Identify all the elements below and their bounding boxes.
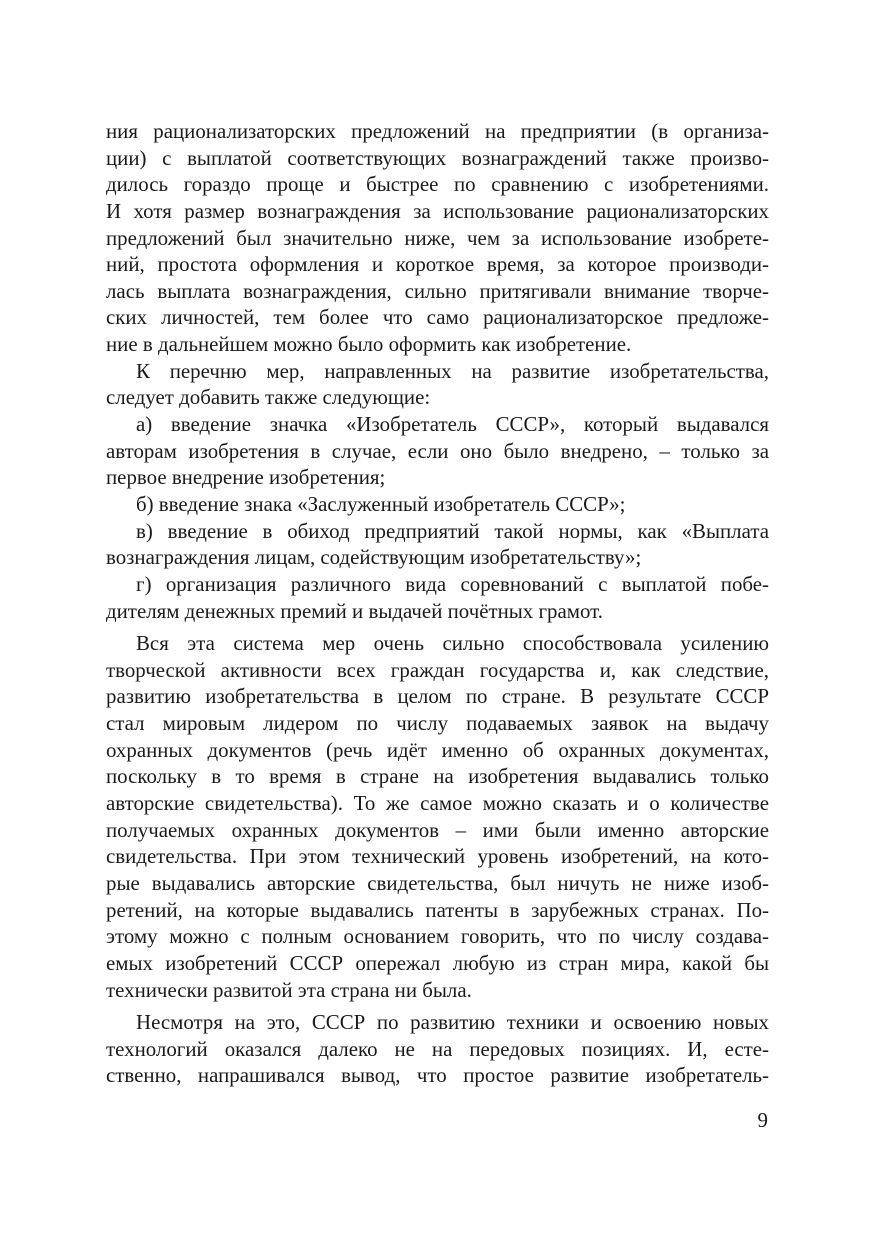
text-line: этому можно с полным основанием говорить, что по числу создава- <box>106 924 769 949</box>
paragraph <box>106 1009 769 1089</box>
text-line: дителям денежных премий и выдачей почётных грамот. <box>106 598 603 623</box>
text-line: И хотя размер вознаграждения за использование рационализаторских <box>106 198 769 223</box>
text-line: ретений, на которые выдавались патенты в зарубежных странах. По- <box>106 897 769 922</box>
text-line: авторские свидетельства). То же самое можно сказать и о количестве <box>106 791 769 816</box>
text-line: ний, простота оформления и короткое время, за которое производи- <box>106 252 769 277</box>
text-line: рые выдавались авторские свидетельства, был ничуть не ниже изоб- <box>106 870 769 895</box>
text-line: а) введение значка «Изобретатель СССР», который выдавался <box>136 412 769 437</box>
text-line: ственно, напрашивался вывод, что простое развитие изобретатель- <box>106 1063 769 1088</box>
text-line: ние в дальнейшем можно было оформить как изобретение. <box>106 332 632 357</box>
text-line: б) введение знака «Заслуженный изобретатель СССР»; <box>136 491 626 516</box>
text-line: дилось гораздо проще и быстрее по сравнению с изобретениями. <box>106 172 769 197</box>
text-line: емых изобретений СССР опережал любую из стран мира, какой бы <box>106 950 769 975</box>
text-line: в) введение в обиход предприятий такой нормы, как «Выплата <box>136 518 769 543</box>
text-line: предложений был значительно ниже, чем за использование изобрете- <box>106 225 769 250</box>
text-line: технологий оказался далеко не на передовых позициях. И, есте- <box>106 1036 769 1061</box>
text-line: Несмотря на это, СССР по развитию техники и освоению новых <box>136 1010 769 1035</box>
paragraph <box>106 358 769 411</box>
text-line: технически развитой эта страна ни была. <box>106 977 472 1002</box>
text-line: авторам изобретения в случае, если оно было внедрено, – только за <box>106 438 769 463</box>
text-line: следует добавить также следующие: <box>106 385 431 410</box>
list-item <box>106 518 769 571</box>
text-line: творческой активности всех граждан государства и, как следствие, <box>106 657 769 682</box>
body-text <box>106 118 769 1089</box>
text-line: получаемых охранных документов – ими были именно авторские <box>106 817 769 842</box>
text-line: свидетельства. При этом технический уровень изобретений, на кото- <box>106 844 769 869</box>
page-number: 9 <box>757 1108 768 1132</box>
text-line: Вся эта система мер очень сильно способствовала усилению <box>136 631 769 656</box>
text-line: стал мировым лидером по числу подаваемых заявок на выдачу <box>106 711 769 736</box>
text-line: ских личностей, тем более что само рационализаторское предложе- <box>106 305 769 330</box>
text-line: ния рационализаторских предложений на предприятии (в организа- <box>106 119 769 143</box>
list-item <box>106 571 769 624</box>
list-item <box>106 491 769 518</box>
text-line: развитию изобретательства в целом по стране. В результате СССР <box>106 684 769 709</box>
text-line: поскольку в то время в стране на изобретения выдавались только <box>106 764 769 789</box>
text-line: вознаграждения лицам, содействующим изобретательству»; <box>106 545 642 570</box>
text-line: г) организация различного вида соревнований с выплатой побе- <box>136 571 769 596</box>
text-line: охранных документов (речь идёт именно об охранных документах, <box>106 737 769 762</box>
paragraph <box>106 118 769 358</box>
text-line: К перечню мер, направленных на развитие изобретательства, <box>136 358 769 383</box>
text-line: лась выплата вознаграждения, сильно притягивали внимание творче- <box>106 278 769 303</box>
text-line: ции) с выплатой соответствующих вознаграждений также произво- <box>106 145 769 170</box>
list-item <box>106 411 769 491</box>
text-line: первое внедрение изобретения; <box>106 465 386 490</box>
paragraph <box>106 630 769 1003</box>
